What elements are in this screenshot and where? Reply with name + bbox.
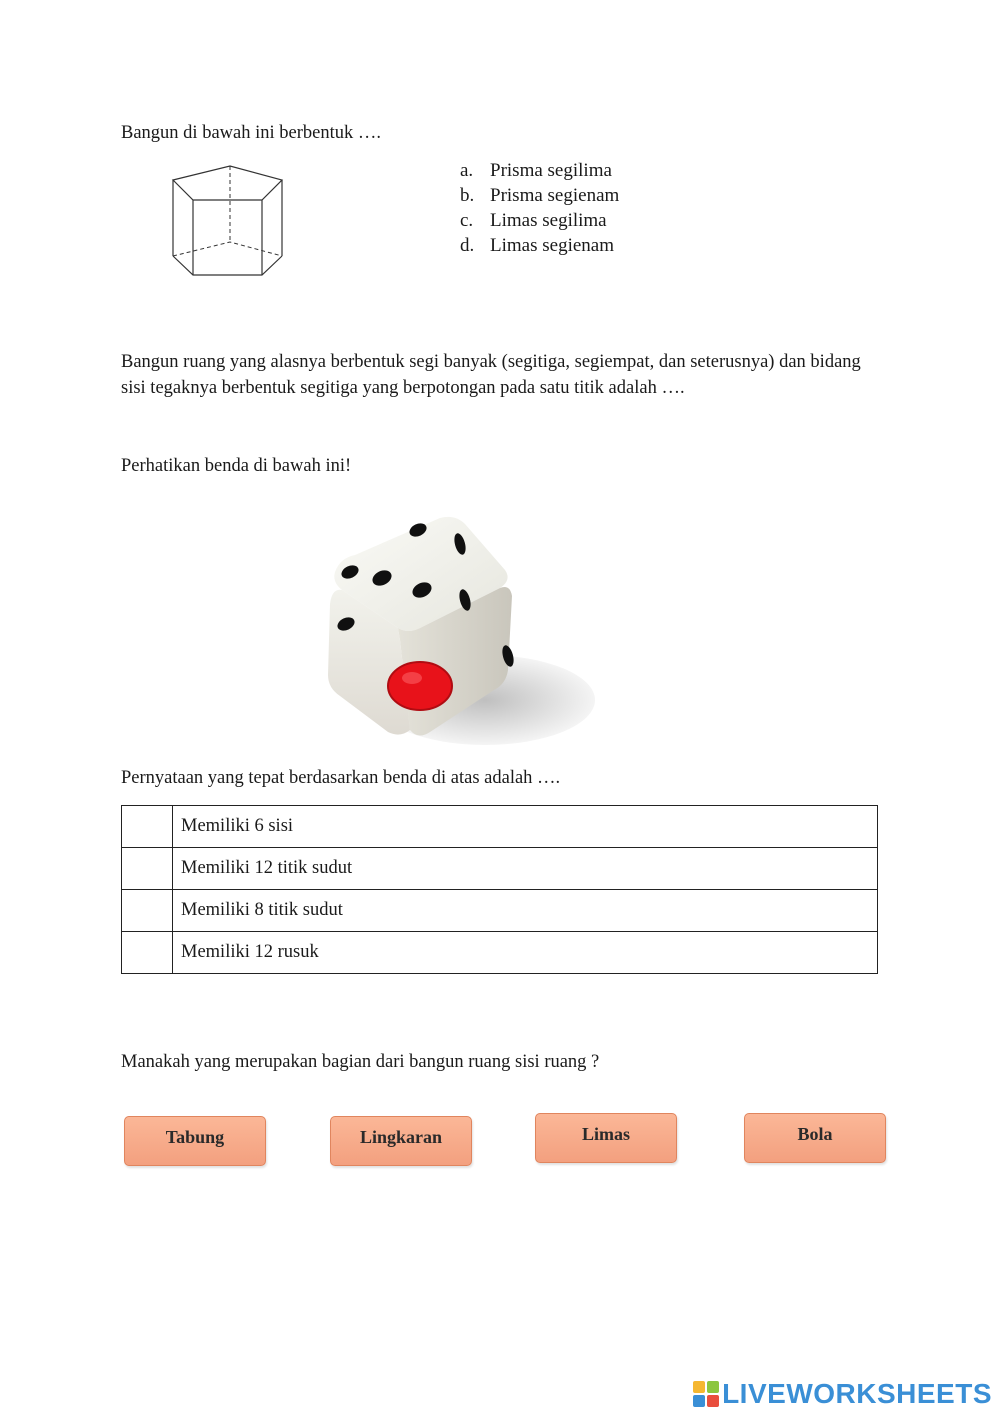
question-2-text: Bangun ruang yang alasnya berbentuk segi banyak (segitiga, segiempat, dan seterusnya) dan bidang sisi tegaknya berbentuk segitiga yang berpotongan pada satu titik adalah ….	[121, 352, 861, 398]
statements-table	[121, 805, 878, 974]
option-label: Limas segienam	[490, 235, 614, 256]
choice-button-bola[interactable]: Bola	[744, 1113, 886, 1163]
option-letter: d.	[460, 235, 475, 256]
question-3-prompt: Pernyataan yang tepat berdasarkan benda di atas adalah ….	[121, 768, 561, 788]
brand-name: LIVEWORKSHEETS	[722, 1378, 992, 1409]
option-a[interactable]	[460, 158, 619, 183]
table-row	[122, 890, 878, 932]
statement-text: Memiliki 12 titik sudut	[173, 848, 878, 890]
option-d[interactable]	[460, 233, 619, 258]
table-row	[122, 932, 878, 974]
question-4-text: Manakah yang merupakan bagian dari bangun ruang sisi ruang ?	[121, 1052, 600, 1072]
choice-button-limas[interactable]: Limas	[535, 1113, 677, 1163]
question-3-intro: Perhatikan benda di bawah ini!	[121, 456, 352, 476]
option-letter: a.	[460, 160, 474, 181]
answer-checkbox[interactable]	[122, 932, 173, 974]
choice-button-tabung[interactable]: Tabung	[124, 1116, 266, 1166]
table-row	[122, 806, 878, 848]
option-c[interactable]	[460, 208, 619, 233]
question-1-text: Bangun di bawah ini berbentuk ….	[121, 123, 381, 143]
option-label: Prisma segilima	[490, 160, 612, 181]
option-label: Limas segilima	[490, 210, 607, 231]
option-letter: c.	[460, 210, 474, 231]
choice-button-lingkaran[interactable]: Lingkaran	[330, 1116, 472, 1166]
statement-text: Memiliki 12 rusuk	[173, 932, 878, 974]
question-1-options	[460, 158, 619, 258]
answer-checkbox[interactable]	[122, 848, 173, 890]
answer-checkbox[interactable]	[122, 890, 173, 932]
option-letter: b.	[460, 185, 475, 206]
statement-text: Memiliki 8 titik sudut	[173, 890, 878, 932]
dice-image	[300, 500, 600, 760]
answer-checkbox[interactable]	[122, 806, 173, 848]
statement-text: Memiliki 6 sisi	[173, 806, 878, 848]
pentagonal-prism-figure	[165, 160, 290, 285]
table-row	[122, 848, 878, 890]
option-b[interactable]	[460, 183, 619, 208]
option-label: Prisma segienam	[490, 185, 620, 206]
liveworksheets-logo-icon	[693, 1381, 719, 1407]
liveworksheets-brand[interactable]	[693, 1378, 992, 1410]
